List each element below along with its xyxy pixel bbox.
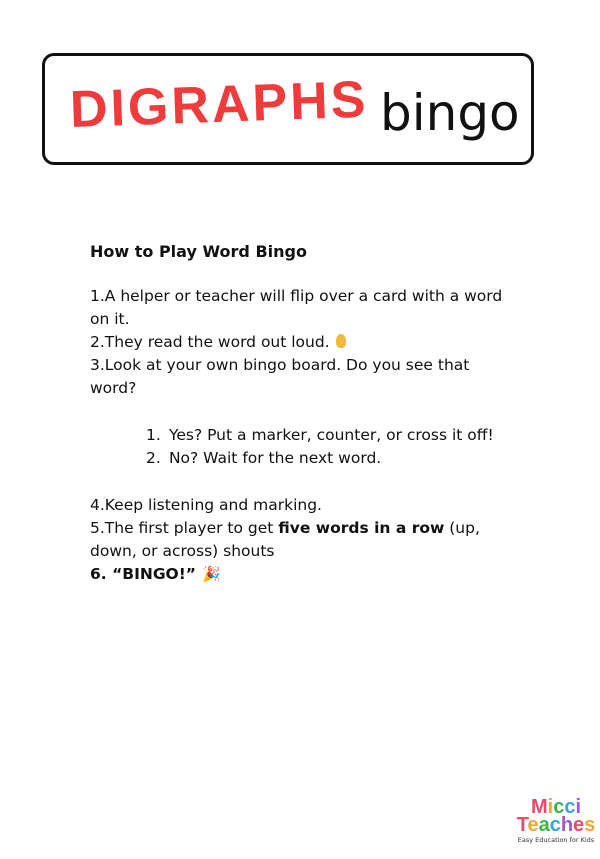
step-5 [90,517,520,563]
instructions-heading: How to Play Word Bingo [90,242,307,261]
step-6-bold: “BINGO!” [112,565,196,583]
sub-item-number: 1. [146,426,161,444]
sub-item-text: No? Wait for the next word. [168,449,382,467]
sub-item-number: 2. [146,449,161,467]
step-6 [90,563,520,586]
step-6-num: 6. [90,565,113,583]
step-5-bold: five words in a row [278,519,445,537]
instructions [90,240,520,586]
logo [515,798,597,844]
sub-item-yes [146,424,520,447]
step-5-pre: 5.The first player to get [90,519,279,537]
sub-item-text: Yes? Put a marker, counter, or cross it off! [168,426,494,444]
title-bingo: bingo [380,84,520,142]
step-1: 1.A helper or teacher will flip over a card with a word on it. [90,287,503,328]
ear-icon [336,334,346,348]
title-digraphs: DIGRAPHS [68,70,370,139]
step-5-post: (up, down, or across) shouts [90,519,480,560]
logo-line1: Micci [530,796,582,818]
party-popper-icon: 🎉 [201,565,221,583]
step-4: 4.Keep listening and marking. [90,496,322,514]
step-2-text: 2.They read the word out loud. [90,333,330,351]
sub-list [90,424,520,470]
step-3: 3.Look at your own bingo board. Do you see that word? [90,356,470,397]
logo-tagline: Easy Education for Kids [517,836,595,844]
sub-item-no [146,447,520,470]
step-2 [90,331,520,354]
logo-line2: Teaches [516,814,596,836]
